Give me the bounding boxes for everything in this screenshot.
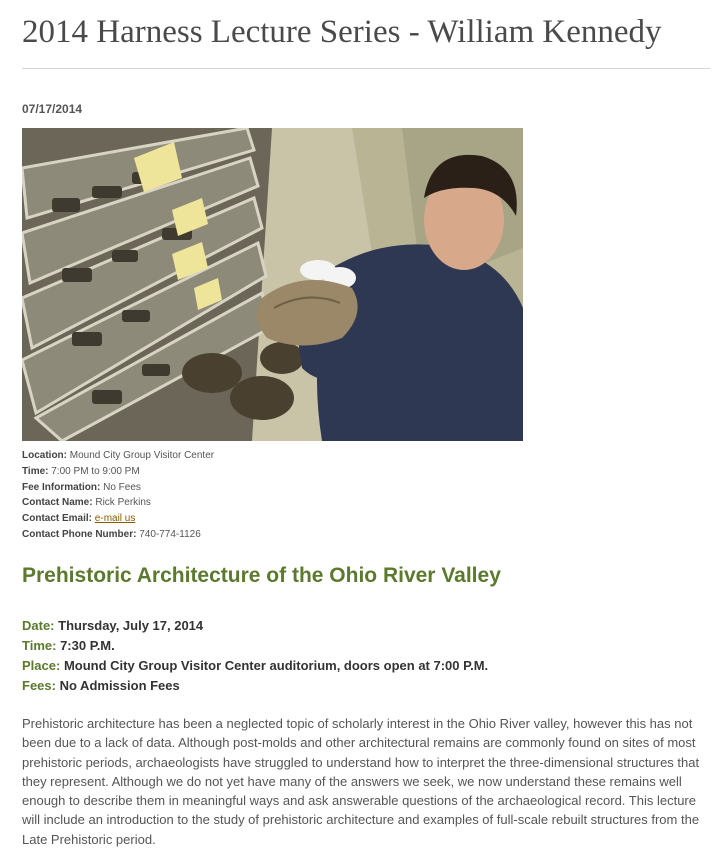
lecture-date-row [22, 616, 488, 636]
contact-name-row [22, 495, 214, 511]
lecture-time-value: 7:30 P.M. [60, 638, 115, 653]
location-label: Location: [22, 450, 67, 461]
title-divider [22, 68, 710, 69]
lecture-fees-label: Fees: [22, 678, 56, 693]
page-title: 2014 Harness Lecture Series - William Kennedy [22, 14, 662, 50]
lecture-fees-row [22, 676, 488, 696]
lecture-description: Prehistoric architecture has been a neglected topic of scholarly interest in the Ohio River valley, however this has not been due to a lack of data. Although post-molds and other architectural remains are commonly found on sites of most prehistoric periods, archaeologists have struggled to understand how to interpret the three-dimensional structures that they represent. Although we do not yet have many of the answers we seek, we now understand these remains well enough to describe them in meaningful ways and ask answerable questions of the archaeological record. This lecture will include an introduction to the study of prehistoric architecture and examples of full-scale rebuilt structures from the Late Prehistoric period. [22, 716, 700, 847]
lecture-date-label: Date: [22, 618, 55, 633]
contact-email-row [22, 511, 214, 527]
lecture-fees-value: No Admission Fees [59, 678, 180, 693]
event-info [22, 448, 214, 543]
location-row [22, 448, 214, 464]
time-row [22, 464, 214, 480]
contact-name-label: Contact Name: [22, 497, 93, 509]
lecture-place-value: Mound City Group Visitor Center auditorium, doors open at 7:00 P.M. [63, 658, 489, 673]
contact-email-link[interactable]: e-mail us [94, 513, 136, 525]
location-value: Mound City Group Visitor Center [69, 450, 215, 461]
fee-label: Fee Information: [22, 481, 101, 493]
contact-email-label: Contact Email: [22, 513, 93, 525]
contact-phone-row [22, 527, 214, 543]
lecture-place-row [22, 656, 488, 676]
fee-value: No Fees [103, 481, 141, 493]
post-date: 07/17/2014 [22, 102, 83, 116]
fee-row [22, 480, 214, 496]
lecture-date-value: Thursday, July 17, 2014 [58, 618, 204, 633]
lecture-time-label: Time: [22, 638, 57, 653]
lecture-title: Prehistoric Architecture of the Ohio River Valley [22, 564, 501, 587]
event-photo [22, 128, 523, 441]
time-label: Time: [22, 465, 49, 477]
time-value: 7:00 PM to 9:00 PM [51, 465, 140, 477]
lecture-time-row [22, 636, 488, 656]
contact-name-value: Rick Perkins [95, 497, 151, 509]
lecture-details [22, 616, 488, 696]
lecture-place-label: Place: [22, 658, 61, 673]
contact-phone-value: 740-774-1126 [139, 528, 201, 540]
contact-phone-label: Contact Phone Number: [22, 528, 137, 540]
